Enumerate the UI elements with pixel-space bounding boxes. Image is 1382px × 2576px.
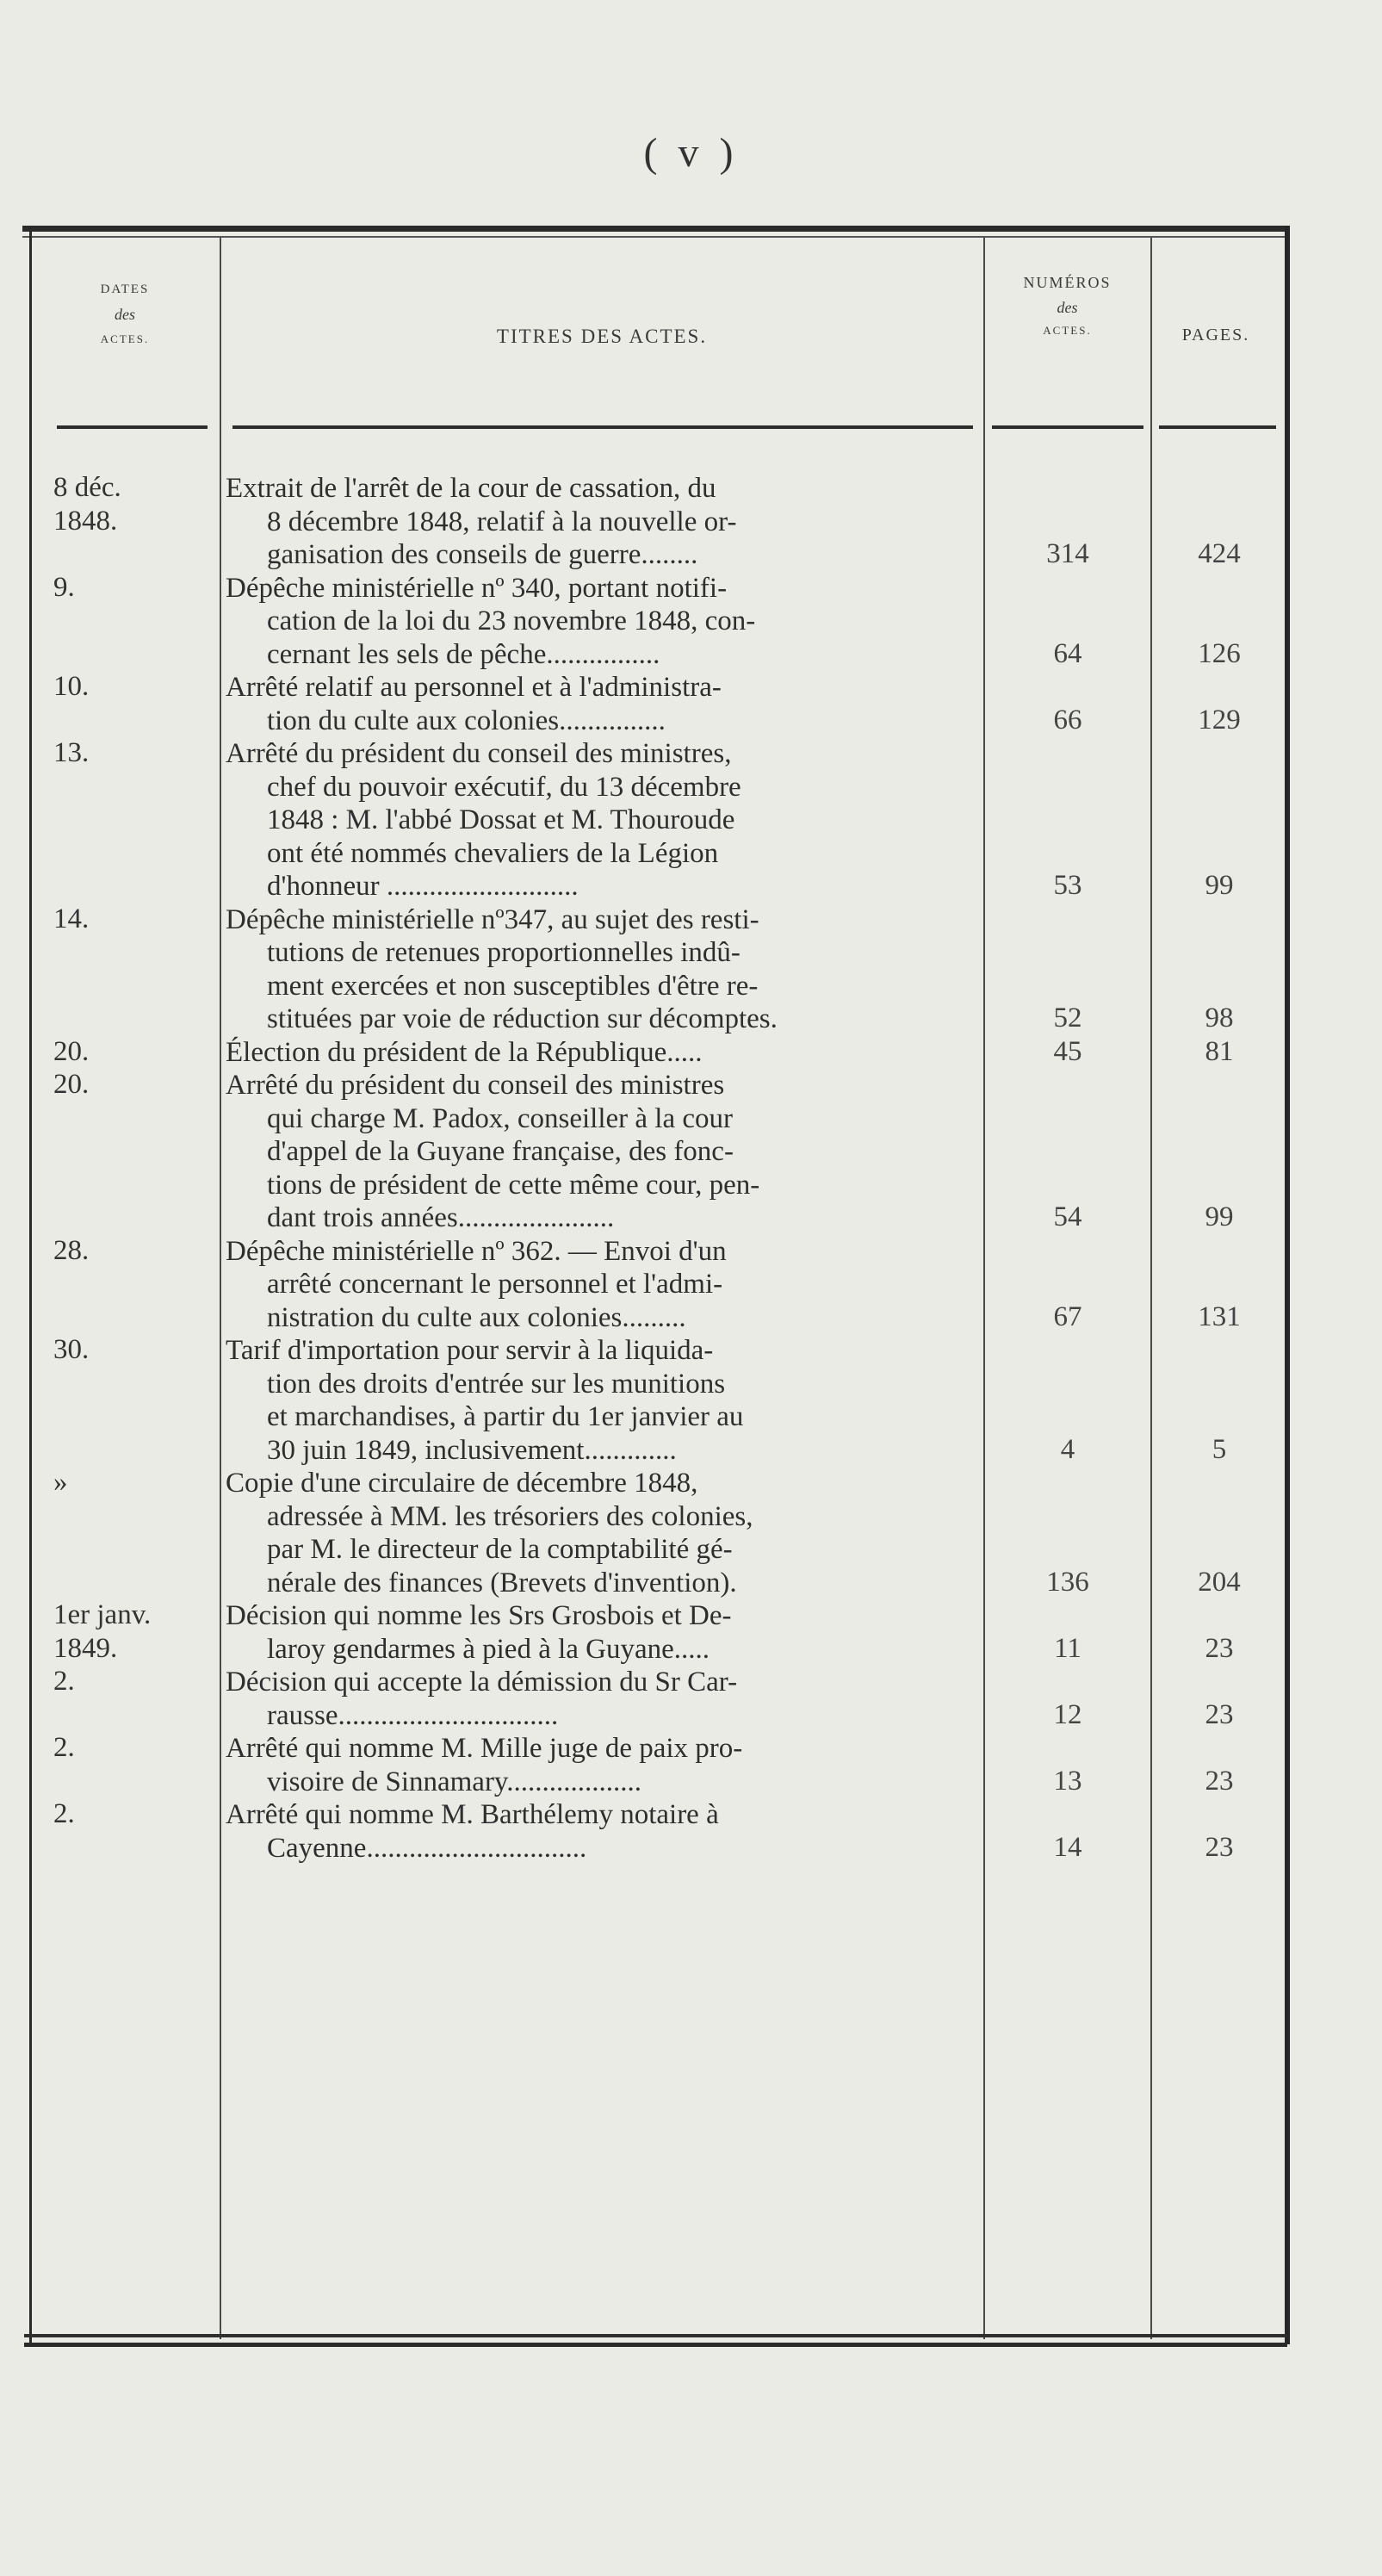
row-numero: 12 (1053, 1698, 1082, 1730)
row-numero: 13 (1053, 1765, 1082, 1797)
row-page: 81 (1205, 1035, 1234, 1067)
row-numero: 11 (1054, 1632, 1081, 1664)
column-divider-titles (983, 238, 985, 2339)
row-title-line: ganisation des conseils de guerre........ (267, 539, 698, 570)
row-page: 99 (1205, 870, 1234, 901)
row-title-line: ment exercées et non susceptibles d'être re- (267, 970, 759, 1002)
row-page: 424 (1198, 538, 1241, 569)
row-title-line: nistration du culte aux colonies......... (267, 1301, 686, 1333)
row-title (226, 671, 980, 737)
row-numero: 66 (1053, 704, 1082, 736)
row-title (226, 1235, 980, 1335)
row-page: 23 (1205, 1765, 1234, 1797)
row-title-line: rausse............................... (267, 1699, 559, 1731)
header-dates-line2: des (115, 306, 135, 323)
header-dates-line3: ACTES. (100, 332, 150, 345)
row-numero: 53 (1053, 870, 1082, 901)
row-title-line: Arrêté du président du conseil des ministres (226, 1070, 725, 1101)
row-title (226, 903, 980, 1036)
row-title (226, 1599, 980, 1666)
row-title-line: Extrait de l'arrêt de la cour de cassation, du (226, 473, 716, 504)
row-title-line: arrêté concernant le personnel et l'admi- (267, 1269, 723, 1300)
row-title-line: et marchandises, à partir du 1er janvier au (267, 1401, 744, 1432)
row-title (226, 472, 980, 572)
row-numero: 54 (1053, 1201, 1082, 1232)
row-title-line: d'appel de la Guyane française, des fonc- (267, 1136, 734, 1167)
row-title-line: visoire de Sinnamary................... (267, 1766, 642, 1797)
header-numeros-line3: ACTES. (1043, 324, 1092, 337)
row-title-line: dant trois années...................... (267, 1202, 615, 1233)
row-title-line: tion des droits d'entrée sur les munitions (267, 1368, 726, 1400)
row-title-line: Décision qui accepte la démission du Sr Car- (226, 1667, 738, 1698)
row-title-line: d'honneur ........................... (267, 871, 579, 902)
row-title-line: ont été nommés chevaliers de la Légion (267, 837, 719, 869)
row-title-line: Tarif d'importation pour servir à la liquida- (226, 1335, 714, 1366)
row-date: 20. (53, 1069, 90, 1100)
row-title (226, 737, 980, 903)
row-numero: 52 (1053, 1002, 1082, 1034)
row-title (226, 1334, 980, 1467)
header-rule-pages (1159, 425, 1276, 429)
row-title-line: cernant les sels de pêche................ (267, 638, 660, 670)
row-title-line: 8 décembre 1848, relatif à la nouvelle or- (267, 506, 737, 537)
row-title-line: Arrêté qui nomme M. Mille juge de paix pro- (226, 1733, 743, 1764)
header-numeros (984, 274, 1150, 338)
table-bottom-rule (24, 2343, 1287, 2347)
row-title-line: adressée à MM. les trésoriers des colonies, (267, 1500, 753, 1532)
header-titles-label: TITRES DES ACTES. (496, 326, 708, 347)
row-numero: 45 (1053, 1035, 1082, 1067)
row-date: 14. (53, 903, 90, 934)
row-title-line: nérale des finances (Brevets d'invention). (267, 1567, 737, 1598)
row-title-line: qui charge M. Padox, conseiller à la cour (267, 1102, 733, 1134)
header-titles (220, 326, 983, 348)
row-title-line: Arrêté du président du conseil des ministres, (226, 738, 732, 769)
row-year: 1849. (53, 1632, 118, 1664)
row-title-line: laroy gendarmes à pied à la Guyane..... (267, 1633, 710, 1665)
row-title-line: Arrêté qui nomme M. Barthélemy notaire à (226, 1799, 719, 1830)
row-title (226, 1069, 980, 1235)
header-numeros-line1: NUMÉROS (1023, 274, 1112, 291)
row-date: 13. (53, 737, 90, 768)
row-page: 99 (1205, 1201, 1234, 1232)
row-numero: 67 (1053, 1300, 1082, 1332)
header-rule-numeros (992, 425, 1143, 429)
row-date: 9. (53, 571, 75, 603)
row-page: 5 (1212, 1433, 1227, 1465)
row-title-line: tion du culte aux colonies............... (267, 705, 666, 736)
row-title (226, 1666, 980, 1732)
row-date: 30. (53, 1334, 90, 1365)
row-title (226, 572, 980, 672)
row-title-line: Élection du président de la République..... (226, 1036, 703, 1068)
row-date: 1er janv. (53, 1599, 152, 1630)
column-divider-numeros (1150, 238, 1152, 2339)
row-date: 20. (53, 1035, 90, 1067)
row-numero: 14 (1053, 1831, 1082, 1863)
row-page: 23 (1205, 1632, 1234, 1664)
row-numero: 314 (1046, 538, 1089, 569)
row-date: » (53, 1467, 68, 1498)
row-title-line: cation de la loi du 23 novembre 1848, con- (267, 605, 756, 636)
row-page: 204 (1198, 1566, 1241, 1598)
row-year: 1848. (53, 505, 118, 537)
row-title-line: Dépêche ministérielle nº 362. — Envoi d'un (226, 1235, 727, 1267)
header-dates (31, 282, 219, 346)
header-rule-dates (57, 425, 208, 429)
row-page: 131 (1198, 1300, 1241, 1332)
row-title-line: 30 juin 1849, inclusivement............. (267, 1434, 677, 1466)
row-page: 126 (1198, 637, 1241, 669)
table-bottom-rule-thin (24, 2334, 1287, 2337)
row-date: 8 déc. (53, 472, 121, 503)
row-title-line: Arrêté relatif au personnel et à l'administra- (226, 672, 722, 703)
row-title-line: tions de président de cette même cour, pen- (267, 1169, 760, 1201)
row-page: 23 (1205, 1698, 1234, 1730)
row-title-line: tutions de retenues proportionnelles indû- (267, 937, 741, 968)
row-date: 2. (53, 1732, 75, 1763)
header-numeros-line2: des (1057, 299, 1078, 316)
row-title (226, 1732, 980, 1798)
header-pages-label: PAGES. (1181, 326, 1250, 345)
row-date: 2. (53, 1666, 75, 1697)
header-dates-line1: DATES (100, 282, 150, 296)
row-date: 28. (53, 1234, 90, 1266)
row-title-line: Dépêche ministérielle nº347, au sujet des resti- (226, 903, 759, 935)
header-pages (1151, 326, 1280, 345)
row-date: 10. (53, 671, 90, 702)
row-title-line: Copie d'une circulaire de décembre 1848, (226, 1468, 698, 1499)
row-page: 23 (1205, 1831, 1234, 1863)
page-number: ( v ) (643, 130, 739, 176)
row-title (226, 1798, 980, 1865)
row-title-line: Dépêche ministérielle nº 340, portant notifi- (226, 572, 728, 604)
row-title-line: stituées par voie de réduction sur décomptes. (267, 1003, 778, 1034)
row-title-line: 1848 : M. l'abbé Dossat et M. Thouroude (267, 804, 735, 835)
row-title-line: chef du pouvoir exécutif, du 13 décembre (267, 771, 741, 803)
row-title (226, 1036, 980, 1070)
row-page: 98 (1205, 1002, 1234, 1034)
row-title (226, 1467, 980, 1599)
row-title-line: Cayenne............................... (267, 1832, 587, 1864)
header-rule-titles (232, 425, 973, 429)
row-page: 129 (1198, 704, 1241, 736)
row-date: 2. (53, 1798, 75, 1829)
row-title-line: Décision qui nomme les Srs Grosbois et De- (226, 1600, 732, 1631)
column-divider-dates (220, 238, 221, 2339)
row-numero: 136 (1046, 1566, 1089, 1598)
row-numero: 64 (1053, 637, 1082, 669)
row-numero: 4 (1060, 1433, 1075, 1465)
row-title-line: par M. le directeur de la comptabilité gé- (267, 1534, 733, 1565)
